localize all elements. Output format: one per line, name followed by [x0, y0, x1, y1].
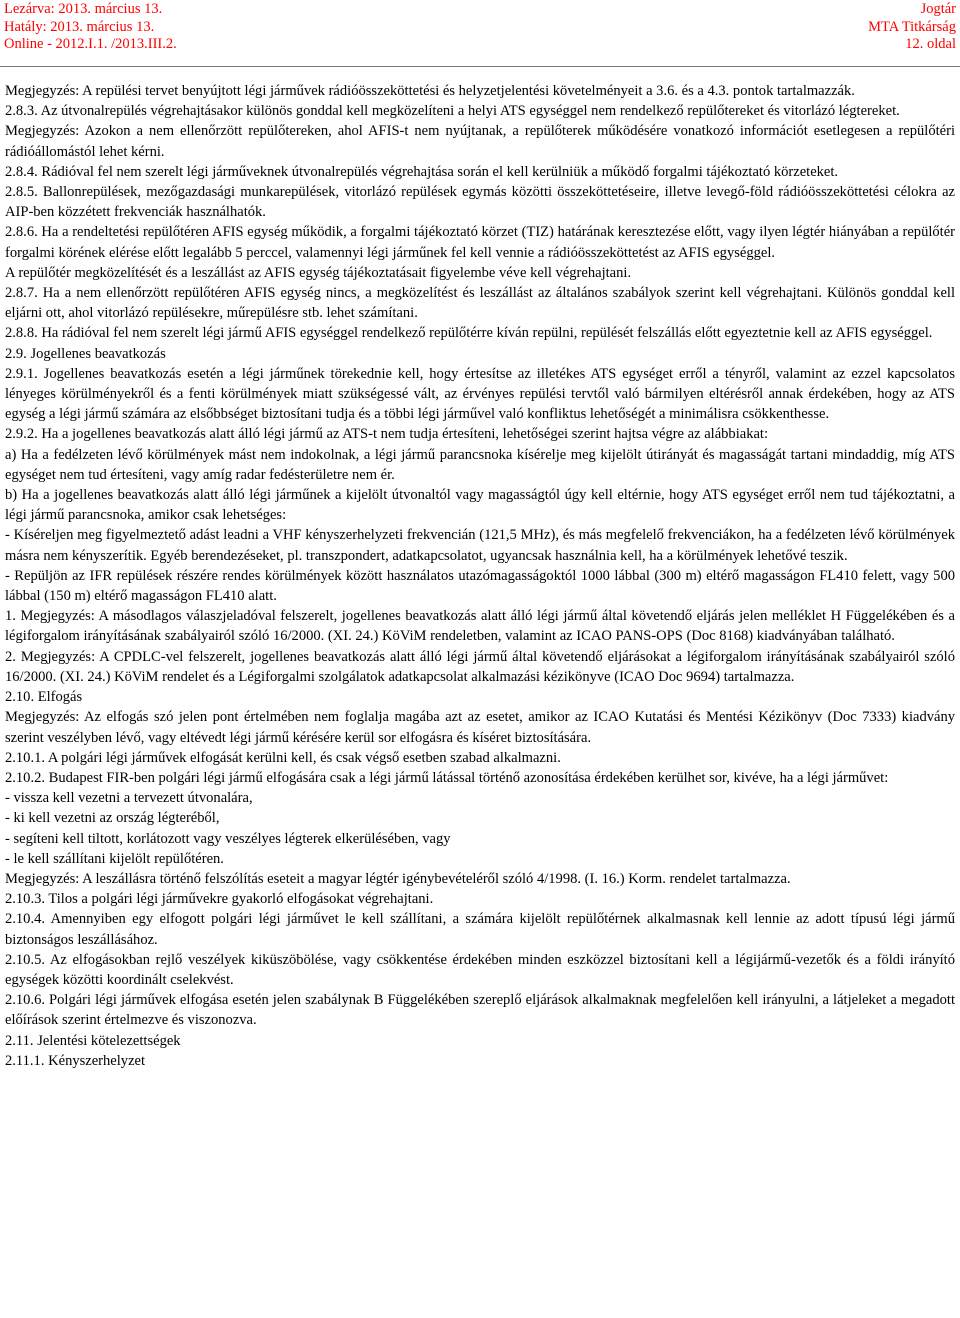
closing-date: Lezárva: 2013. március 13. [4, 1, 163, 17]
section-heading: 2.11.1. Kényszerhelyzet [5, 1052, 146, 1069]
paragraph: - Kíséreljen meg figyelmeztető adást leadni a VHF kényszerhelyzeti frekvencián (121,5 MHz), és más megfelelő frekvenciákon, ha a fedélzeten lévő körülmények másra nem kényszerítik. Egyéb berendezéseket, pl. transzpondert, adatkapcsolatot, ugyancsak használnia kell, ha a körülmények lehetővé teszik. [5, 527, 955, 564]
paragraph: 2.8.3. Az útvonalrepülés végrehajtásakor különös gonddal kell megközelíteni a helyi ATS egységgel nem rendelkező repülőtereket és vitorlázó légtereket. [5, 103, 900, 120]
paragraph: Megjegyzés: Az elfogás szó jelen pont értelmében nem foglalja magába azt az esetet, amikor az ICAO Kutatási és Mentési Kézikönyv (Doc 7333) kiadvány szerint veszélyben lévő, vagy eltévedt légi jármű kérésére kerül sor elfogásra és kíséret biztosítására. [5, 709, 955, 746]
paragraph: 2.8.8. Ha rádióval fel nem szerelt légi jármű AFIS egységgel rendelkező repülőtérre kíván repülni, repülését felszállás előtt egyeztetnie kell az AFIS egységgel. [5, 325, 933, 342]
paragraph: 2.10.4. Amennyiben egy elfogott polgári légi járművet le kell szállítani, a számára kijelölt repülőtérnek alkalmasnak kell lennie az adott típusú légi jármű biztonságos leszállásához. [5, 911, 955, 948]
paragraph: - Repüljön az IFR repülések részére rendes körülmények között használatos utazómagasságoktól 1000 lábbal (300 m) eltérő magasságon FL410 felett, vagy 500 lábbal (150 m) eltérő magasságon FL410 alatt. [5, 567, 955, 605]
paragraph: b) Ha a jogellenes beavatkozás alatt álló légi járműnek a kijelölt útvonaltól vagy magasságtól úgy kell eltérnie, hogy ATS egységet erről nem tud tájékoztatni, a légi jármű parancsnoka, amikor csak lehetséges: [5, 487, 955, 524]
paragraph: Megjegyzés: A leszállásra történő felszólítás eseteit a magyar légtér igénybevételéről szóló 4/1998. (I. 16.) Korm. rendelet tartalmazza. [5, 870, 791, 887]
list-item: - le kell szállítani kijelölt repülőtéren. [5, 850, 224, 867]
paragraph: 2.9.2. Ha a jogellenes beavatkozás alatt álló légi jármű az ATS-t nem tudja értesíteni, lehetőségei szerint hajtsa végre az alábbiakat: [5, 426, 769, 443]
list-item: - segíteni kell tiltott, korlátozott vagy veszélyes légterek elkerülésében, vagy [5, 830, 451, 847]
paragraph: 2.10.2. Budapest FIR-ben polgári légi jármű elfogására csak a légi jármű látással történő azonosítása érdekében kerülhet sor, kivéve, ha a légi járművet: [5, 769, 889, 786]
header-left-block [4, 1, 177, 54]
list-item: - vissza kell vezetni a tervezett útvonalára, [5, 790, 253, 807]
section-heading: 2.10. Elfogás [5, 689, 83, 706]
paragraph: 1. Megjegyzés: A másodlagos válaszjeladóval felszerelt, jogellenes beavatkozás alatt álló légi jármű által követendő eljárás jelen melléklet H Függelékében és a légiforgalom irányításának szabályairól szóló 16/2000. (XI. 24.) KöViM rendeletben, valamint az ICAO PANS-OPS (Doc 8168) kiadványában található. [5, 608, 955, 645]
paragraph: 2.10.5. Az elfogásokban rejlő veszélyek kiküszöbölése, vagy csökkentése érdekében minden eszközzel biztosítani kell a légijármű-vezetők és a földi irányító egységek közötti koordinált cselekvést. [5, 951, 955, 988]
online-version: Online - 2012.I.1. /2013.III.2. [4, 36, 177, 52]
section-heading: 2.11. Jelentési kötelezettségek [5, 1032, 181, 1049]
page-header [0, 0, 960, 56]
paragraph: 2.9.1. Jogellenes beavatkozás esetén a légi járműnek törekednie kell, hogy értesítse az illetékes ATS egységet erről a tényről, valamint az ezzel kapcsolatos lényeges körülményekről és a fenti körülmények miatt szükségessé vált, az érvényes repülési tervtől való bármilyen eltérésről annak érdekében, hogy az ATS egység a légi jármű számára az elsőbbséget biztosítani tudja és a többi légi járművel való konfliktus lehetőségét a minimálisra csökkenthesse. [5, 365, 955, 423]
effective-date: Hatály: 2013. március 13. [4, 18, 155, 35]
header-right-block [868, 1, 956, 54]
publisher-name: Jogtár [920, 1, 956, 17]
document-body [5, 81, 955, 1071]
section-heading: 2.9. Jogellenes beavatkozás [5, 345, 166, 362]
paragraph: 2.8.5. Ballonrepülések, mezőgazdasági munkarepülések, vitorlázó repülések egymás közötti összeköttetéseire, illetve levegő-föld rádióösszeköttetési célokra az AIP-ben közzétett frekvenciák használhatók. [5, 184, 955, 221]
paragraph: 2.10.3. Tilos a polgári légi járművekre gyakorló elfogásokat végrehajtani. [5, 891, 434, 908]
paragraph: 2.8.7. Ha a nem ellenőrzött repülőtéren AFIS egység nincs, a megközelítést és leszállást az általános szabályok szerint kell végrehajtani. Különös gonddal kell eljárni ott, ahol vitorlázó repülésekre, műrepülésre stb. lehet számítani. [5, 285, 955, 322]
organization-name: MTA Titkárság [868, 18, 956, 35]
paragraph: Megjegyzés: A repülési tervet benyújtott légi járművek rádióösszeköttetési és helyzetjelentési követelményeit a 3.6. és a 4.3. pontok tartalmazzák. [5, 83, 855, 99]
paragraph: 2.10.6. Polgári légi járművek elfogása esetén jelen szabálynak B Függelékében szereplő eljárások alkalmaknak megfelelően kell irányulni, a látjeleket a megadott előírások szerint értelmezve és viszonozva. [5, 992, 955, 1029]
paragraph: 2.8.4. Rádióval fel nem szerelt légi járműveknek útvonalrepülés végrehajtása során el kell kerülniük a működő forgalmi tájékoztató körzeteket. [5, 163, 839, 180]
header-divider [0, 66, 960, 67]
page-number: 12. oldal [905, 36, 956, 52]
paragraph: 2.8.6. Ha a rendeltetési repülőtéren AFIS egység működik, a forgalmi tájékoztató körzet (TIZ) határának keresztezése előtt, vagy ilyen légtér hiányában a repülőtér forgalmi körének elérése előtt legalább 5 perccel, valamennyi légi járműnek fel kell vennie a rádióösszeköttetést az AFIS egységgel. [5, 224, 955, 261]
paragraph: 2. Megjegyzés: A CPDLC-vel felszerelt, jogellenes beavatkozás alatt álló légi jármű által követendő eljárásokat a légiforgalom irányításának szabályairól szóló 16/2000. (XI. 24.) KöViM rendelet és a Légiforgalmi szolgálatok adatkapcsolat alkalmazási kézikönyve (ICAO Doc 9694) tartalmazza. [5, 648, 955, 685]
paragraph: A repülőtér megközelítését és a leszállást az AFIS egység tájékoztatásait figyelembe véve kell végrehajtani. [5, 264, 632, 281]
list-item: - ki kell vezetni az ország légteréből, [5, 810, 220, 827]
paragraph: a) Ha a fedélzeten lévő körülmények mást nem indokolnak, a légi jármű parancsnoka kísérelje meg kijelölt útirányát és magasságát tartani mindaddig, míg ATS egységet nem tud értesíteni, vagy amíg radar fedésterületre nem ér. [5, 446, 955, 483]
paragraph: 2.10.1. A polgári légi járművek elfogását kerülni kell, és csak végső esetben szabad alkalmazni. [5, 749, 561, 766]
paragraph: Megjegyzés: Azokon a nem ellenőrzött repülőtereken, ahol AFIS-t nem nyújtanak, a repülőterek működésére vonatkozó információt esetlegesen a repülőtéri rádióállomástól lehet kérni. [5, 123, 955, 160]
